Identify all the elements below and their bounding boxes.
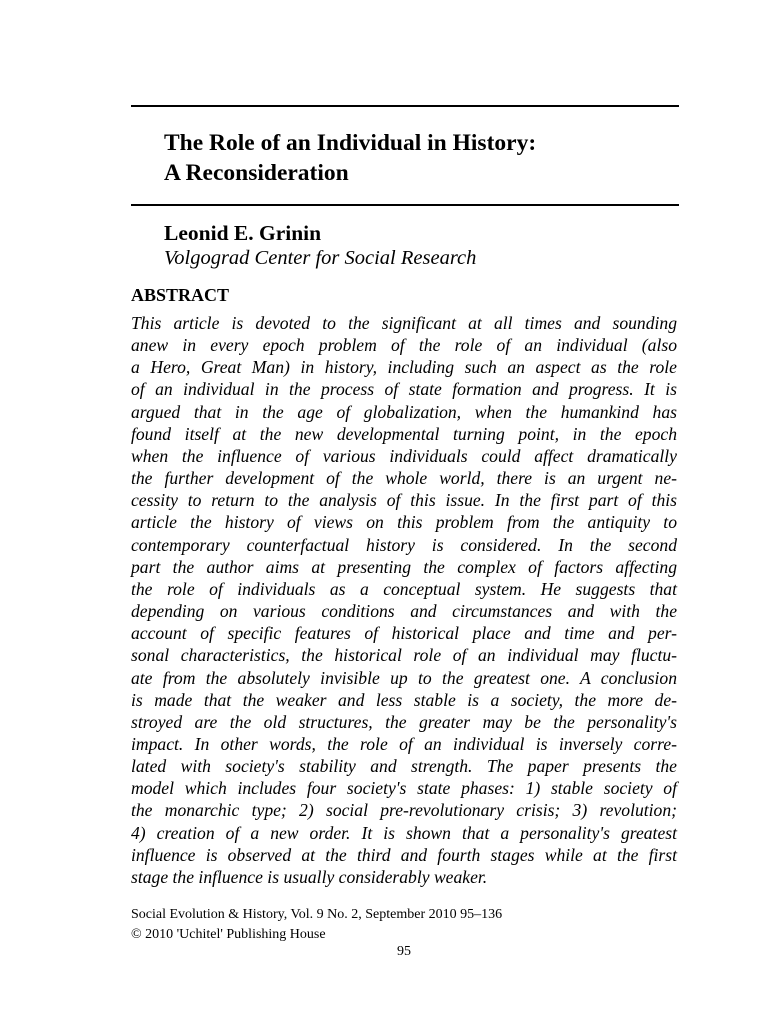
abstract-line: anew in every epoch problem of the role of an individual (also — [131, 335, 677, 356]
journal-citation: Social Evolution & History, Vol. 9 No. 2, September 2010 95–136 — [131, 907, 503, 922]
abstract-line: stroyed are the old structures, the greater may be the personality's — [131, 711, 677, 732]
abstract-line: the role of individuals as a conceptual system. He suggests that — [131, 578, 677, 599]
page-number: 95 — [397, 944, 411, 959]
abstract-line: part the author aims at presenting the complex of factors affecting — [131, 556, 677, 577]
abstract-line: lated with society's stability and strength. The paper presents the — [131, 756, 677, 777]
abstract-line: account of specific features of historical place and time and per- — [131, 623, 677, 644]
abstract-line: stage the influence is usually considerably weaker. — [131, 866, 488, 887]
abstract-line: the further development of the whole world, there is an urgent ne- — [131, 468, 677, 489]
abstract-line: influence is observed at the third and fourth stages while at the first — [131, 844, 677, 865]
abstract-heading: ABSTRACT — [131, 285, 230, 305]
abstract-line: contemporary counterfactual history is considered. In the second — [131, 534, 677, 555]
abstract-line: of an individual in the process of state formation and progress. It is — [131, 379, 677, 400]
abstract-line: 4) creation of a new order. It is shown that a personality's greatest — [131, 822, 677, 843]
title-rule — [131, 204, 679, 206]
author-name: Leonid E. Grinin — [164, 221, 322, 245]
abstract-line: cessity to return to the analysis of this issue. In the first part of this — [131, 490, 677, 511]
abstract-line: when the influence of various individuals could affect dramatically — [131, 445, 677, 466]
abstract-line: model which includes four society's state phases: 1) stable society of — [131, 778, 677, 799]
abstract-line: impact. In other words, the role of an individual is inversely corre- — [131, 733, 677, 754]
abstract-line: found itself at the new developmental turning point, in the epoch — [131, 423, 677, 444]
abstract-line: ate from the absolutely invisible up to the greatest one. A conclusion — [131, 667, 677, 688]
publication-footer — [131, 905, 502, 945]
abstract-line: a Hero, Great Man) in history, including such an aspect as the role — [131, 357, 677, 378]
abstract-line: depending on various conditions and circumstances and with the — [131, 601, 677, 622]
top-rule — [131, 105, 679, 107]
title-line-2: A Reconsideration — [164, 160, 349, 186]
abstract-line: sonal characteristics, the historical role of an individual may fluctu- — [131, 645, 677, 666]
abstract-line: is made that the weaker and less stable is a society, the more de- — [131, 689, 677, 710]
copyright-notice: © 2010 'Uchitel' Publishing House — [131, 927, 326, 942]
title-line-1: The Role of an Individual in History: — [164, 130, 537, 156]
abstract-line: article the history of views on this problem from the antiquity to — [131, 512, 677, 533]
abstract-body — [131, 312, 677, 888]
article-title — [164, 128, 536, 188]
abstract-line: This article is devoted to the significant at all times and sounding — [131, 313, 677, 333]
abstract-line: argued that in the age of globalization, when the humankind has — [131, 401, 677, 422]
abstract-line: the monarchic type; 2) social pre-revolutionary crisis; 3) revolution; — [131, 800, 677, 821]
author-affiliation: Volgograd Center for Social Research — [164, 247, 477, 269]
